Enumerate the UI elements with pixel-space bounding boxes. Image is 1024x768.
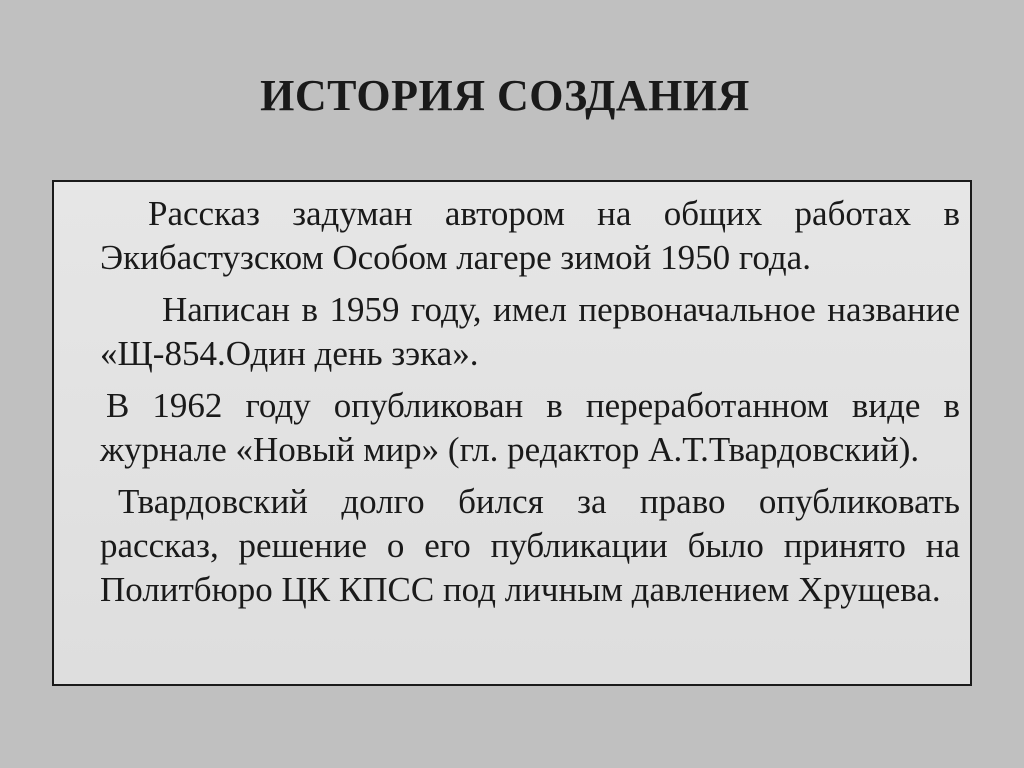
paragraph-conception: Рассказ задуман автором на общих работах в Экибастузском Особом лагере зимой 1950 года.: [100, 194, 960, 277]
text-box: [52, 180, 972, 686]
slide-title: ИСТОРИЯ СОЗДАНИЯ: [260, 71, 750, 120]
paragraph-written: Написан в 1959 году, имел первоначальное название «Щ-854.Один день зэка».: [100, 290, 960, 373]
paragraph-tvardovsky: Твардовский долго бился за право опубликовать рассказ, решение о его публикации было принято на Политбюро ЦК КПСС под личным давлением Хрущева.: [100, 482, 960, 609]
paragraph-published: В 1962 году опубликован в переработанном виде в журнале «Новый мир» (гл. редактор А.Т.Твардовский).: [100, 386, 960, 469]
